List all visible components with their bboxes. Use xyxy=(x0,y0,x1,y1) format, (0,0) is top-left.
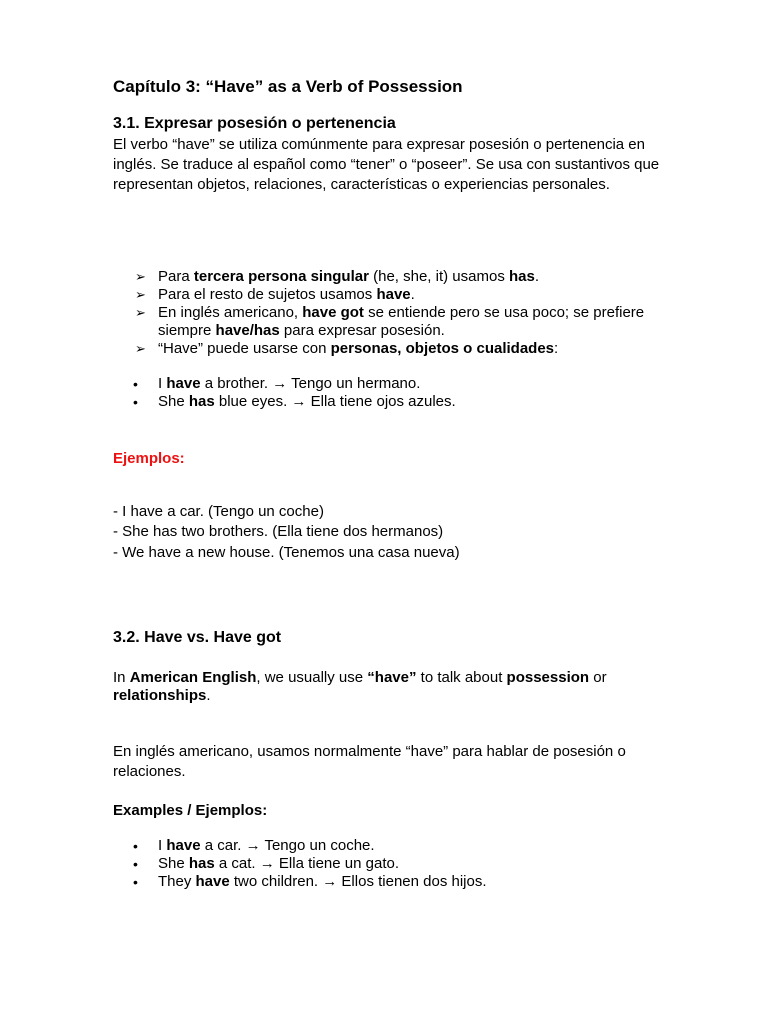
section-3-1-intro: El verbo “have” se utiliza comúnmente para expresar posesión o pertenencia en inglés. Se traduce al español como “tener” o “poseer”. Se usa con sustantivos que representan objetos, relaciones, características o experiencias personales. xyxy=(113,136,660,193)
rule-item: ➢ “Have” puede usarse con personas, objetos o cualidades: xyxy=(135,340,559,357)
examples-bullet-list-2 xyxy=(113,837,673,891)
example-line: - She has two brothers. (Ella tiene dos hermanos) xyxy=(113,523,444,540)
ejemplos-label: Ejemplos: xyxy=(113,450,185,467)
list-item: • She has a cat. → Ella tiene un gato. xyxy=(133,855,399,872)
list-item: • She has blue eyes. → Ella tiene ojos azules. xyxy=(133,393,456,410)
examples-bullet-list-1 xyxy=(113,375,673,411)
spanish-paragraph: En inglés americano, usamos normalmente “have” para hablar de posesión o relaciones. xyxy=(113,743,626,780)
example-line: - I have a car. (Tengo un coche) xyxy=(113,503,324,520)
american-english-paragraph: In American English, we usually use “have” to talk about possession or relationships. xyxy=(113,669,607,704)
arrow-bullet-icon: ➢ xyxy=(135,305,146,320)
list-item: • I have a brother. → Tengo un hermano. xyxy=(133,375,421,392)
rule-item: ➢ Para el resto de sujetos usamos have. xyxy=(135,286,415,303)
arrow-bullet-icon: ➢ xyxy=(135,287,146,302)
arrow-bullet-icon: ➢ xyxy=(135,341,146,356)
list-item: • They have two children. → Ellos tienen dos hijos. xyxy=(133,873,487,890)
dot-bullet-icon: • xyxy=(133,874,138,890)
examples-label: Examples / Ejemplos: xyxy=(113,802,268,819)
chapter-title: Capítulo 3: “Have” as a Verb of Possession xyxy=(113,77,463,96)
rules-list xyxy=(113,268,673,358)
section-3-2-heading: 3.2. Have vs. Have got xyxy=(113,629,282,646)
dot-bullet-icon: • xyxy=(133,394,138,410)
dot-bullet-icon: • xyxy=(133,376,138,392)
rule-item: ➢ En inglés americano, have got se entiende pero se usa poco; se prefiere siempre have/has para expresar posesión. xyxy=(135,304,645,339)
rule-item: ➢ Para tercera persona singular (he, she, it) usamos has. xyxy=(135,268,540,285)
arrow-bullet-icon: ➢ xyxy=(135,269,146,284)
dot-bullet-icon: • xyxy=(133,838,138,854)
list-item: • I have a car. → Tengo un coche. xyxy=(133,837,375,854)
dot-bullet-icon: • xyxy=(133,856,138,872)
section-3-1-heading: 3.1. Expresar posesión o pertenencia xyxy=(113,115,396,132)
example-line: - We have a new house. (Tenemos una casa nueva) xyxy=(113,544,460,561)
